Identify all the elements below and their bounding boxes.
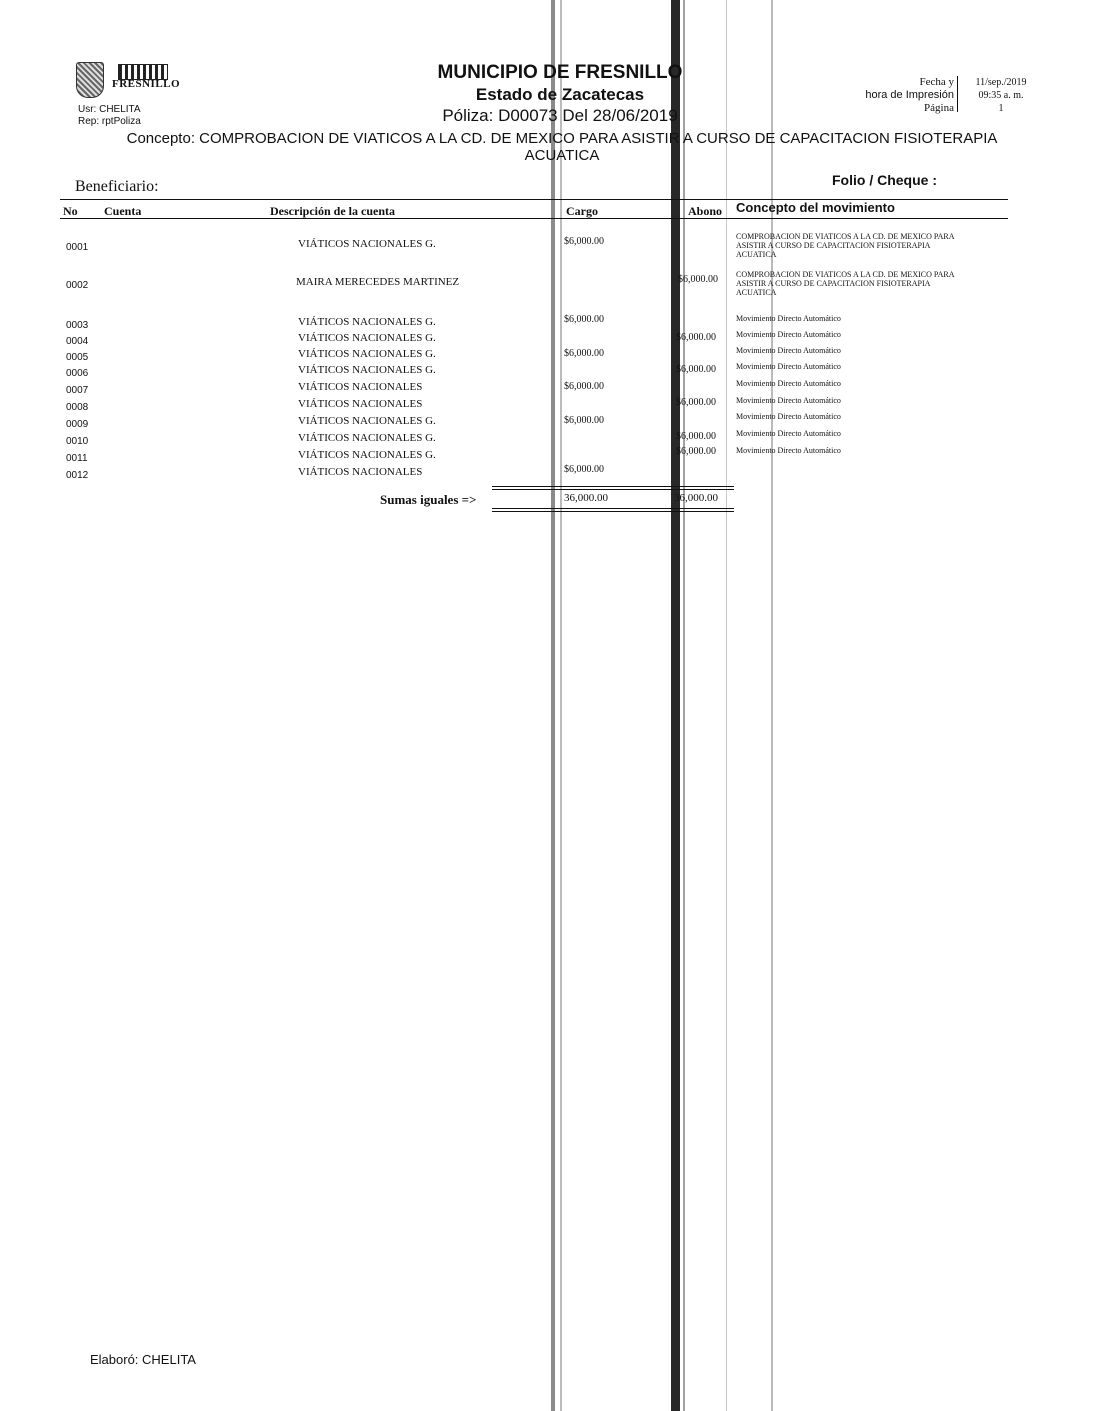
- row-no: 0006: [66, 368, 89, 379]
- row-concepto: COMPROBACION DE VIATICOS A LA CD. DE MEXICO PARA ASISTIR A CURSO DE CAPACITACION FISIOTERAPIA ACUATICA: [736, 270, 955, 297]
- print-values: [966, 76, 1036, 115]
- row-descripcion: VIÁTICOS NACIONALES: [298, 466, 423, 478]
- row-abono: $6,000.00: [676, 397, 716, 408]
- row-no: 0002: [66, 280, 89, 291]
- hora-value: 09:35 a. m.: [978, 90, 1024, 101]
- row-concepto: Movimiento Directo Automático: [736, 330, 841, 339]
- fecha-label: Fecha y: [919, 76, 954, 88]
- table-header-rule: [60, 218, 1008, 219]
- hora-label: hora de Impresión: [865, 89, 954, 101]
- scan-streak: [683, 0, 685, 1411]
- fecha-value: 11/sep./2019: [975, 77, 1027, 88]
- row-no: 0007: [66, 385, 89, 396]
- concepto-text: Concepto: COMPROBACION DE VIATICOS A LA CD. DE MEXICO PARA ASISTIR A CURSO DE CAPACITACION FISIOTERAPIA ACUATICA: [126, 130, 998, 164]
- row-cargo: $6,000.00: [564, 415, 604, 426]
- sumas-label: Sumas iguales =>: [380, 492, 477, 507]
- row-cargo: $6,000.00: [564, 464, 604, 475]
- row-descripcion: VIÁTICOS NACIONALES G.: [298, 415, 436, 427]
- col-abono: Abono: [688, 204, 723, 218]
- estado-title: Estado de Zacatecas: [475, 85, 645, 104]
- row-no: 0004: [66, 336, 89, 347]
- row-descripcion: VIÁTICOS NACIONALES G.: [298, 332, 436, 344]
- row-descripcion: VIÁTICOS NACIONALES: [298, 398, 423, 410]
- col-concepto: Concepto del movimiento: [736, 200, 895, 215]
- scan-streak: [671, 0, 680, 1411]
- row-abono: $6,000.00: [676, 431, 716, 442]
- row-no: 0001: [66, 242, 89, 253]
- row-descripcion: VIÁTICOS NACIONALES G.: [298, 364, 436, 376]
- row-concepto: COMPROBACION DE VIATICOS A LA CD. DE MEXICO PARA ASISTIR A CURSO DE CAPACITACION FISIOTERAPIA ACUATICA: [736, 232, 955, 259]
- row-concepto: Movimiento Directo Automático: [736, 362, 841, 371]
- row-cargo: $6,000.00: [564, 381, 604, 392]
- pagina-label: Página: [924, 102, 954, 114]
- row-descripcion: VIÁTICOS NACIONALES G.: [298, 316, 436, 328]
- row-concepto: Movimiento Directo Automático: [736, 346, 841, 355]
- totals-top-rule: [492, 486, 734, 487]
- row-no: 0012: [66, 470, 89, 481]
- logo-text: FRESNILLO: [112, 78, 181, 90]
- folio-label: Folio / Cheque :: [832, 172, 937, 188]
- row-concepto: Movimiento Directo Automático: [736, 412, 841, 421]
- totals-bottom-rule-2: [492, 511, 734, 512]
- row-descripcion: VIÁTICOS NACIONALES: [298, 381, 423, 393]
- row-descripcion: VIÁTICOS NACIONALES G.: [298, 449, 436, 461]
- row-concepto: Movimiento Directo Automático: [736, 396, 841, 405]
- beneficiario-label: Beneficiario:: [75, 178, 159, 195]
- pagina-value: 1: [998, 103, 1004, 114]
- row-no: 0010: [66, 436, 89, 447]
- row-descripcion: MAIRA MERECEDES MARTINEZ: [296, 276, 460, 288]
- row-cargo: $6,000.00: [564, 348, 604, 359]
- row-no: 0003: [66, 320, 89, 331]
- elaboro-label: Elaboró: CHELITA: [90, 1352, 196, 1367]
- row-concepto: Movimiento Directo Automático: [736, 429, 841, 438]
- print-divider: [957, 76, 958, 112]
- municipio-logo: [76, 62, 186, 104]
- row-cargo: $6,000.00: [564, 314, 604, 325]
- row-descripcion: VIÁTICOS NACIONALES G.: [298, 432, 436, 444]
- col-cargo: Cargo: [566, 204, 598, 218]
- scan-streak: [551, 0, 555, 1411]
- page-title: MUNICIPIO DE FRESNILLO: [437, 62, 683, 83]
- row-concepto: Movimiento Directo Automático: [736, 314, 841, 323]
- row-no: 0005: [66, 352, 89, 363]
- col-no: No: [63, 204, 78, 218]
- row-descripcion: VIÁTICOS NACIONALES G.: [298, 238, 436, 250]
- totals-bottom-rule: [492, 508, 734, 509]
- row-no: 0009: [66, 419, 89, 430]
- row-no: 0008: [66, 402, 89, 413]
- row-abono: $6,000.00: [678, 274, 718, 285]
- coat-of-arms-icon: [76, 62, 104, 98]
- reporte-label: Rep: rptPoliza: [78, 116, 141, 127]
- row-concepto: Movimiento Directo Automático: [736, 446, 841, 455]
- scan-streak: [560, 0, 562, 1411]
- sumas-abono: 36,000.00: [674, 492, 718, 504]
- row-cargo: $6,000.00: [564, 236, 604, 247]
- row-no: 0011: [66, 453, 88, 464]
- totals-top-rule-2: [492, 489, 734, 490]
- row-descripcion: VIÁTICOS NACIONALES G.: [298, 348, 436, 360]
- scan-streak: [726, 0, 727, 1411]
- col-cuenta: Cuenta: [104, 204, 142, 218]
- col-descripcion: Descripción de la cuenta: [270, 204, 395, 218]
- row-concepto: Movimiento Directo Automático: [736, 379, 841, 388]
- sumas-cargo: 36,000.00: [564, 492, 608, 504]
- print-labels: [865, 76, 954, 115]
- usuario-label: Usr: CHELITA: [78, 104, 141, 115]
- poliza-title: Póliza: D00073 Del 28/06/2019: [442, 106, 678, 125]
- row-abono: $6,000.00: [676, 364, 716, 375]
- row-abono: $6,000.00: [676, 332, 716, 343]
- row-abono: $6,000.00: [676, 446, 716, 457]
